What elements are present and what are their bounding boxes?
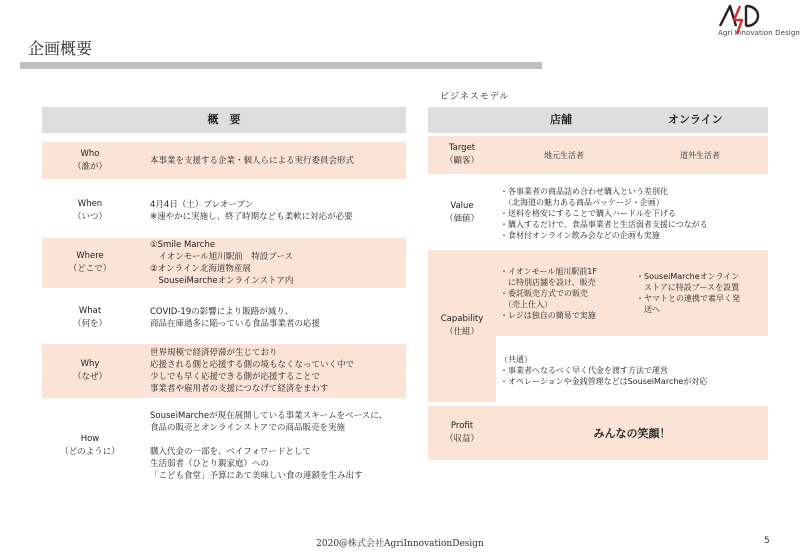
target-online: 道外生活者	[680, 150, 720, 160]
overview-row-who	[42, 142, 406, 179]
footer-copyright: 2020@株式会社AgriInnovationDesign	[316, 539, 484, 549]
row-value: ①Smile Marche イオンモール旭川駅前 特設ブース ②オンライン北海道物産展 SouseiMarcheオンラインストア内	[150, 240, 294, 286]
capability-online: ・SouseiMarcheオンライン ストアに特設ブースを設置 ・ヤマトとの連携で素早く発 送へ	[636, 272, 740, 314]
overview-header-label: 概 要	[207, 113, 241, 126]
overview-row-what	[42, 296, 406, 340]
label-text: When （いつ）	[72, 199, 107, 222]
page-title: 企画概要	[28, 39, 93, 58]
row-label	[42, 344, 138, 398]
store-column-header: 店舗	[550, 113, 572, 126]
row-value	[138, 404, 406, 488]
label-text: Target （顧客）	[444, 143, 479, 166]
overview-row-why	[42, 344, 406, 398]
capability-common: （共通） ・事業者へなるべく早く代金を渡す方法で運営 ・オペレーションや金銭管理などはSouseiMarcheが対応	[500, 354, 708, 386]
row-value: 4月4日（土）プレオープン ※速やかに実施し、終了時期なども柔軟に対応が必要	[150, 200, 353, 222]
title-underline	[20, 62, 542, 69]
value-label	[428, 180, 496, 246]
row-label	[42, 296, 138, 340]
label-text: Where （どこで）	[68, 251, 112, 274]
row-value: 世界規模で経済停滞が生じており 応援される側と応援する側の境もなくなっていく中で 少しでも早く応援できる側が応援することで 事業者や雇用者の支援につなげて経済をまわす	[150, 348, 355, 394]
row-label	[42, 190, 138, 232]
business-model-title: ビジネスモデル	[440, 92, 510, 102]
profit-label	[428, 406, 496, 460]
label-text: Why （なぜ）	[72, 359, 107, 382]
overview-row-when	[42, 190, 406, 232]
label-text: How （どのように）	[60, 434, 120, 457]
label-text: Profit （収益）	[444, 421, 479, 444]
label-text: Who （誰が）	[72, 148, 107, 172]
online-column-header: オンライン	[668, 113, 723, 126]
overview-row-where	[42, 238, 406, 288]
label-text: What （何を）	[72, 306, 107, 329]
row-value: 本事業を支援する企業・個人らによる実行委員会形式	[150, 155, 355, 166]
target-label	[428, 136, 496, 174]
capability-label	[428, 250, 496, 402]
row-label	[42, 142, 138, 179]
how-line-1: SouseiMarcheが現在展開している事業スキームをベースに、食品の販売とオンラインストアでの商品販売を実施 購入代金の一部を、ペイフォワードとして 生活弱者（ひとり親家庭）への 「こども食堂」予算にあて美味しい食の連鎖を生み出す	[150, 411, 388, 481]
row-label	[42, 238, 138, 288]
value-text: ・各事業者の商品詰め合わせ購入という差別化 （北海道の魅力ある商品パッケージ・企画） ・送料を格安にすることで購入ハードルを下げる ・購入するだけで、食品事業者と生活弱者支援につながる ・食材付オンライン飲み会などの企画も実施	[500, 186, 708, 240]
page-number: 5	[764, 536, 770, 546]
label-text: Value （価値）	[444, 201, 479, 224]
capability-store: ・イオンモール旭川駅前1F に特別店舗を設け、販売 ・委託販売方式での販売 （売上仕入） ・レジは独自の簡易で実施	[500, 266, 597, 320]
target-store: 地元生活者	[544, 150, 584, 160]
overview-header	[42, 107, 406, 133]
profit-text: みんなの笑顔！	[593, 426, 671, 440]
label-text: Capability （仕組）	[440, 314, 484, 337]
logo-text: Agri Innovation Design	[718, 29, 800, 37]
row-value: COVID-19の影響により販路が減り、 商品在庫過多に陥っている食品事業者の応援	[150, 307, 321, 329]
overview-row-how	[42, 404, 406, 488]
business-model-header	[428, 107, 768, 133]
row-label	[42, 404, 138, 488]
